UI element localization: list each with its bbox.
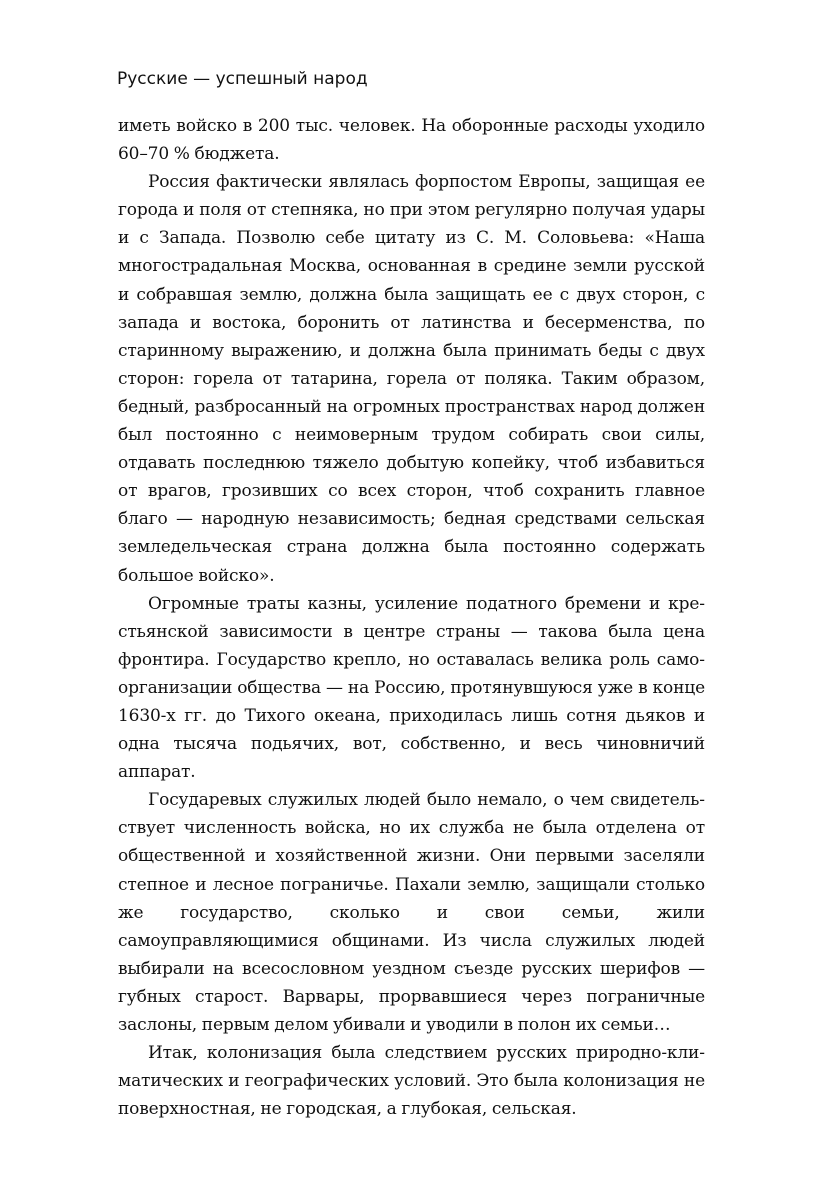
running-head-title: Русские — успешный народ [117, 69, 368, 89]
paragraph-5: Итак, колонизация была следствием русских природно-климатических и географических условий. Это была колонизация не поверхностная, не городская, а глубокая, сельская. [118, 1043, 705, 1120]
paragraph-2: Россия фактически являлась форпостом Европы, защищая ее города и поля от степняка, но при этом регулярно получая удары и с Запада. Позволю себе цитату из С. М. Соловьева: «Наша многострадальная Москва, основанная в средине земли русской и собравшая землю, должна была защищать ее с двух сторон, с запада и востока, боронить от латинства и бесерменства, по старинному выражению, и должна была принимать беды с двух сторон: горела от татарина, горела от поляка. Таким образом, бедный, разбросанный на огромных пространствах народ должен был постоянно с неимоверным трудом собирать свои силы, отдавать последнюю тяжело добытую копейку, чтоб избавиться от врагов, грозивших со всех сторон, чтоб сохранить главное благо — народную независимость; бедная средствами сельская земледельческая страна должна была постоянно содержать большое войско». [118, 172, 705, 586]
paragraph-3: Огромные траты казны, усиление податного бремени и крестьянской зависимости в центре страны — такова была цена фронтира. Государство крепло, но оставалась велика роль самоорганизации общества — на Россию, протянувшуюся уже в конце 1630-х гг. до Тихого океана, приходилась лишь сотня дьяков и одна тысяча подьячих, вот, собственно, и весь чиновничий аппарат. [118, 593, 705, 783]
body-text [118, 112, 705, 1123]
paragraph-4: Государевых служилых людей было немало, о чем свидетельствует численность войска, но их служба не была отделена от общественной и хозяйственной жизни. Они первыми заселяли степное и лесное пограничье. Пахали землю, защищали столько же государство, сколько и свои семьи, жили самоуправляющимися общинами. Из числа служилых людей выбирали на всесословном уездном съезде русских шерифов — губных старост. Варвары, прорвавшиеся через пограничные заслоны, первым делом убивали и уводили в полон их семьи… [118, 790, 705, 1035]
paragraph-1: иметь войско в 200 тыс. человек. На оборонные расходы уходило 60–70 % бюджета. [118, 116, 705, 165]
